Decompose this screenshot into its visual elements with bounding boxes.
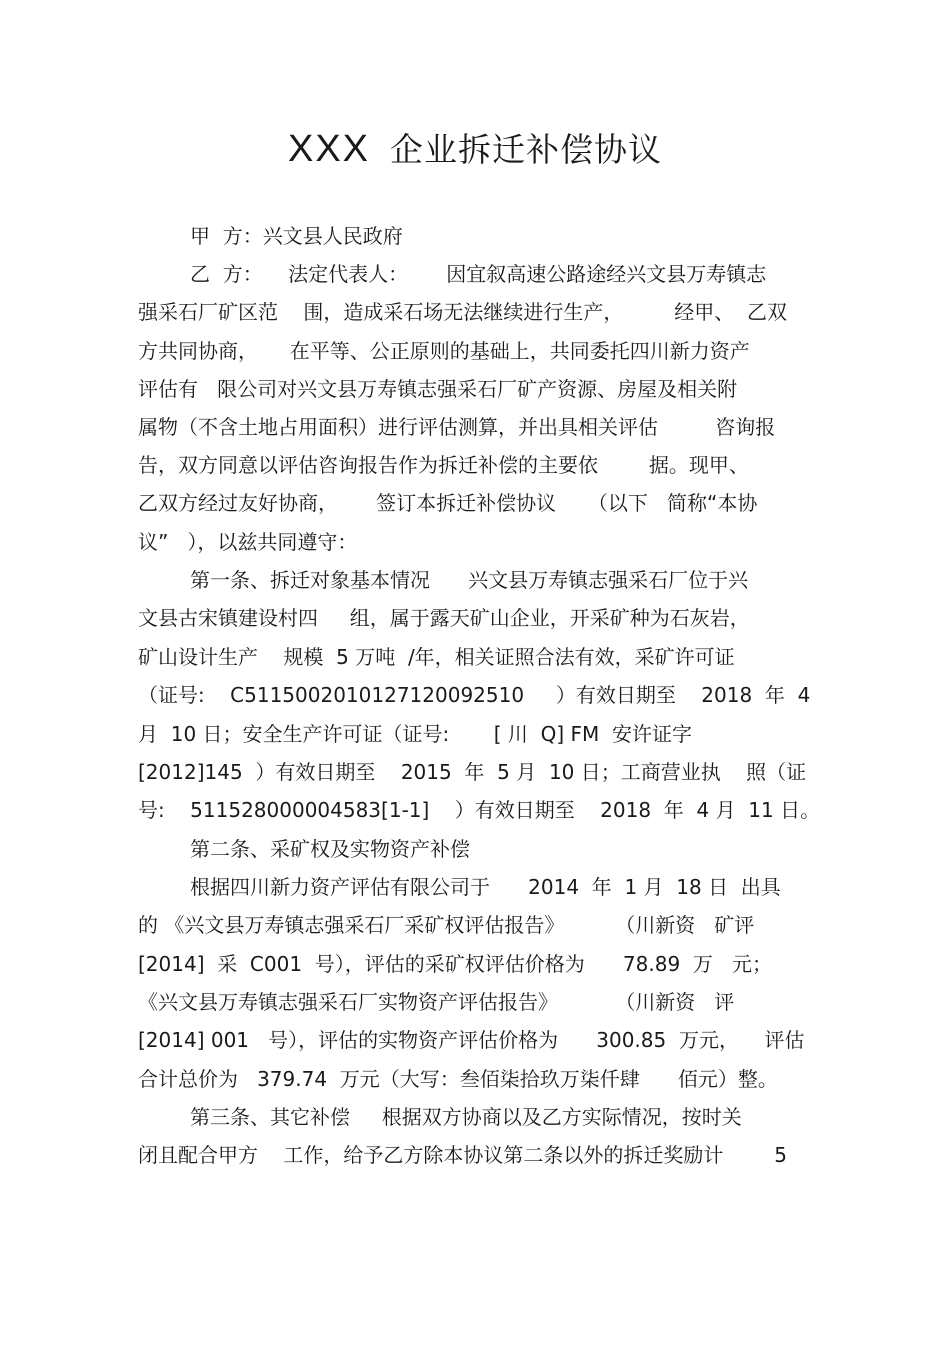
title-prefix: XXX — [287, 128, 371, 170]
preamble-line: 乙双方经过友好协商， 签订本拆迁补偿协议 （以下 简称“本协 — [138, 491, 758, 515]
article-1-line: 文县古宋镇建设村四 组，属于露天矿山企业，开采矿种为石灰岩， — [138, 606, 750, 630]
article-2-line: [2014] 采 C001 号），评估的采矿权评估价格为 78.89 万 元； — [138, 952, 772, 976]
document-title — [0, 126, 950, 173]
article-3-heading: 第三条、其它补偿 根据双方协商以及乙方实际情况，按时关 — [190, 1105, 742, 1129]
article-3-line: 闭且配合甲方 工作，给予乙方除本协议第二条以外的拆迁奖励计 5 — [138, 1143, 788, 1167]
preamble-line: 属物（不含土地占用面积）进行评估测算，并出具相关评估 咨询报 — [138, 415, 776, 439]
article-2-line: 的 《兴文县万寿镇志强采石厂采矿权评估报告》 （川新资 矿评 — [138, 913, 755, 937]
preamble-line: 告，双方同意以评估咨询报告作为拆迁补偿的主要依 据。现甲、 — [138, 453, 749, 477]
article-1-line: 月 10 日；安全生产许可证（证号: [ 川 Q] FM 安许证字 — [138, 722, 693, 746]
preamble-line: 方共同协商， 在平等、公正原则的基础上，共同委托四川新力资产 — [138, 339, 750, 363]
preamble-line: 议” ），以兹共同遵守： — [138, 530, 358, 554]
party-b-line: 乙 方： 法定代表人： 因宜叙高速公路途经兴文县万寿镇志 — [190, 262, 767, 286]
party-a-line: 甲 方：兴文县人民政府 — [190, 224, 403, 248]
article-1-heading: 第一条、拆迁对象基本情况 兴文县万寿镇志强采石厂位于兴 — [190, 568, 749, 592]
article-2-line: 合计总价为 379.74 万元（大写：叁佰柒拾玖万柒仟肆 佰元）整。 — [138, 1067, 778, 1091]
article-2-heading: 第二条、采矿权及实物资产补偿 — [190, 837, 470, 861]
article-1-line: 矿山设计生产 规模 5 万吨 /年，相关证照合法有效，采矿许可证 — [138, 645, 735, 669]
article-1-line: 号: 511528000004583[1-1] ）有效日期至 2018 年 4 月 11 日。 — [138, 798, 821, 822]
article-2-line: [2014] 001 号），评估的实物资产评估价格为 300.85 万元， 评估 — [138, 1028, 805, 1052]
preamble-line: 强采石厂矿区范 围，造成采石场无法继续进行生产， 经甲、 乙双 — [138, 300, 788, 324]
article-2-line: 根据四川新力资产评估有限公司于 2014 年 1 月 18 日 出具 — [190, 875, 781, 899]
article-1-line: （证号: C5115002010127120092510 ）有效日期至 2018 年 4 — [138, 683, 811, 707]
article-2-line: 《兴文县万寿镇志强采石厂实物资产评估报告》 （川新资 评 — [138, 990, 735, 1014]
title-main: 企业拆迁补偿协议 — [390, 130, 663, 169]
article-1-line: [2012]145 ）有效日期至 2015 年 5 月 10 日；工商营业执 照（证 — [138, 760, 807, 784]
preamble-line: 评估有 限公司对兴文县万寿镇志强采石厂矿产资源、房屋及相关附 — [138, 377, 738, 401]
